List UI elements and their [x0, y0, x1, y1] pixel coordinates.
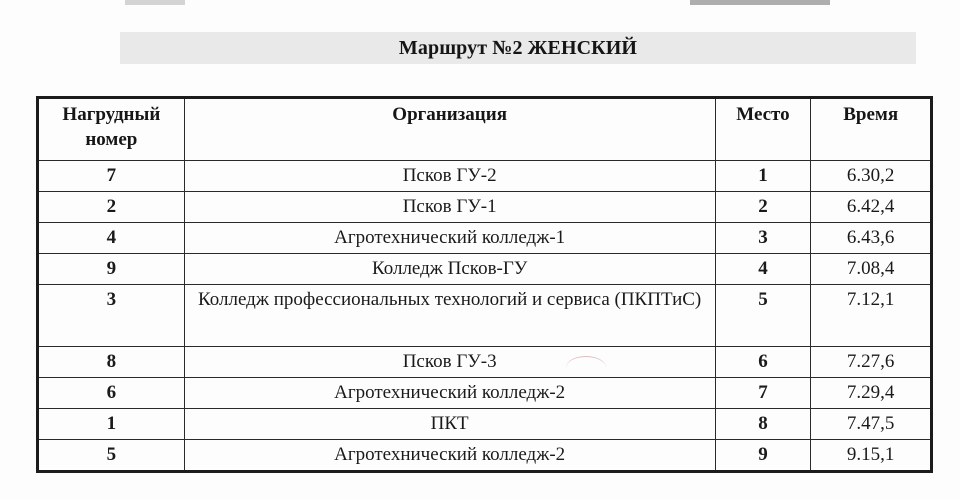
cell-time: 7.12,1 [811, 285, 932, 347]
table-row [38, 161, 932, 192]
cell-bib: 7 [38, 161, 185, 192]
cell-organization: Псков ГУ-2 [184, 161, 715, 192]
header-time: Время [811, 98, 932, 161]
cell-bib: 4 [38, 223, 185, 254]
cell-place: 3 [715, 223, 811, 254]
cell-bib: 8 [38, 347, 185, 378]
cell-organization: Колледж профессиональных технологий и сервиса (ПКПТиС) [184, 285, 715, 347]
cell-bib: 3 [38, 285, 185, 347]
cell-time: 6.43,6 [811, 223, 932, 254]
cell-bib: 6 [38, 378, 185, 409]
cell-time: 6.42,4 [811, 192, 932, 223]
cell-place: 9 [715, 440, 811, 472]
cell-place: 7 [715, 378, 811, 409]
cell-place: 8 [715, 409, 811, 440]
cell-time: 7.29,4 [811, 378, 932, 409]
cell-place: 1 [715, 161, 811, 192]
cell-time: 7.08,4 [811, 254, 932, 285]
header-place: Место [715, 98, 811, 161]
cell-place: 6 [715, 347, 811, 378]
title-banner [120, 32, 916, 64]
cell-bib: 2 [38, 192, 185, 223]
cell-organization: Агротехнический колледж-1 [184, 223, 715, 254]
cell-time: 6.30,2 [811, 161, 932, 192]
results-table [36, 96, 933, 473]
cell-place: 4 [715, 254, 811, 285]
header-bib-number: Нагрудный номер [38, 98, 185, 161]
table-row [38, 254, 932, 285]
table-row [38, 378, 932, 409]
table-row [38, 192, 932, 223]
cell-organization: Колледж Псков-ГУ [184, 254, 715, 285]
cell-organization: Псков ГУ-3 [184, 347, 715, 378]
header-organization: Организация [184, 98, 715, 161]
pencil-mark [566, 356, 606, 379]
cell-organization: Агротехнический колледж-2 [184, 440, 715, 472]
cell-place: 2 [715, 192, 811, 223]
cell-time: 9.15,1 [811, 440, 932, 472]
cropped-header-text-right [690, 0, 830, 5]
cell-bib: 1 [38, 409, 185, 440]
table-row [38, 223, 932, 254]
cell-bib: 9 [38, 254, 185, 285]
table-row [38, 440, 932, 472]
table-row [38, 409, 932, 440]
page-title: Маршрут №2 ЖЕНСКИЙ [398, 36, 638, 59]
cell-bib: 5 [38, 440, 185, 472]
cell-organization: ПКТ [184, 409, 715, 440]
cell-place: 5 [715, 285, 811, 347]
table-row [38, 285, 932, 347]
cell-time: 7.27,6 [811, 347, 932, 378]
table-header-row [38, 98, 932, 161]
table-row [38, 347, 932, 378]
cell-time: 7.47,5 [811, 409, 932, 440]
cell-organization: Агротехнический колледж-2 [184, 378, 715, 409]
cell-organization: Псков ГУ-1 [184, 192, 715, 223]
cropped-header-text-left [125, 0, 185, 5]
